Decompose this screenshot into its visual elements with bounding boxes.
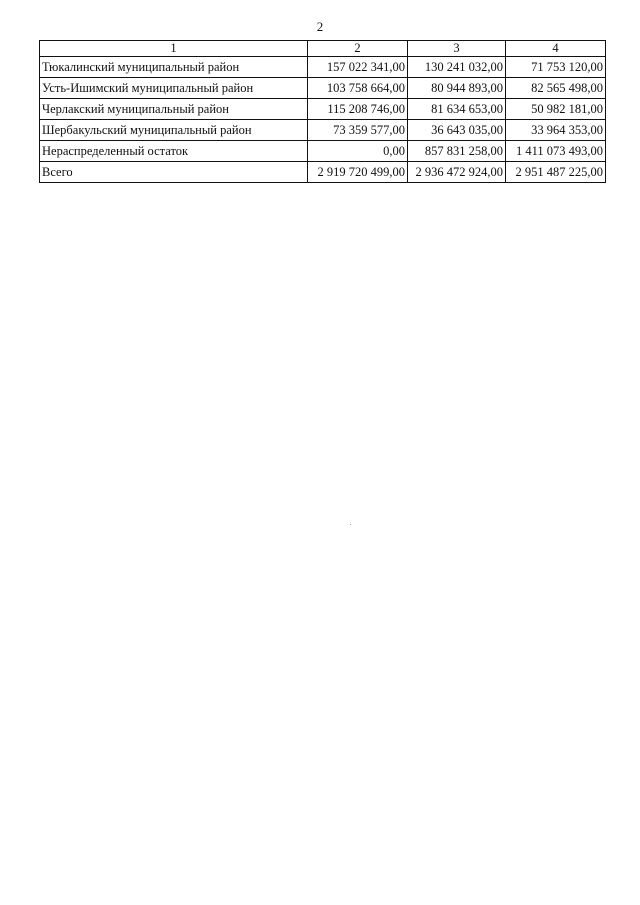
amount-col4: 33 964 353,00: [506, 120, 606, 141]
district-name: Шербакульский муниципальный район: [40, 120, 308, 141]
column-header-2: 2: [308, 41, 408, 57]
amount-col3: 130 241 032,00: [408, 57, 506, 78]
column-header-3: 3: [408, 41, 506, 57]
table-row: [40, 57, 606, 78]
column-header-4: 4: [506, 41, 606, 57]
table-row: [40, 120, 606, 141]
district-name: Тюкалинский муниципальный район: [40, 57, 308, 78]
unallocated-remainder-label: Нераспределенный остаток: [40, 141, 308, 162]
amount-col2: 115 208 746,00: [308, 99, 408, 120]
amount-col2: 103 758 664,00: [308, 78, 408, 99]
amount-col3: 80 944 893,00: [408, 78, 506, 99]
amount-col4: 71 753 120,00: [506, 57, 606, 78]
budget-table: [39, 40, 606, 183]
scan-speck: [350, 524, 351, 525]
total-row: [40, 162, 606, 183]
page-number: 2: [316, 19, 324, 34]
total-col2: 2 919 720 499,00: [308, 162, 408, 183]
amount-col4: 82 565 498,00: [506, 78, 606, 99]
amount-col4: 1 411 073 493,00: [506, 141, 606, 162]
table-header-row: [40, 41, 606, 57]
amount-col2: 157 022 341,00: [308, 57, 408, 78]
amount-col2: 73 359 577,00: [308, 120, 408, 141]
table-row: [40, 99, 606, 120]
amount-col3: 36 643 035,00: [408, 120, 506, 141]
table-row: [40, 141, 606, 162]
table-row: [40, 78, 606, 99]
district-name: Черлакский муниципальный район: [40, 99, 308, 120]
amount-col3: 81 634 653,00: [408, 99, 506, 120]
total-col3: 2 936 472 924,00: [408, 162, 506, 183]
total-col4: 2 951 487 225,00: [506, 162, 606, 183]
district-name: Усть-Ишимский муниципальный район: [40, 78, 308, 99]
column-header-1: 1: [40, 41, 308, 57]
amount-col3: 857 831 258,00: [408, 141, 506, 162]
total-label: Всего: [40, 162, 308, 183]
amount-col2: 0,00: [308, 141, 408, 162]
amount-col4: 50 982 181,00: [506, 99, 606, 120]
